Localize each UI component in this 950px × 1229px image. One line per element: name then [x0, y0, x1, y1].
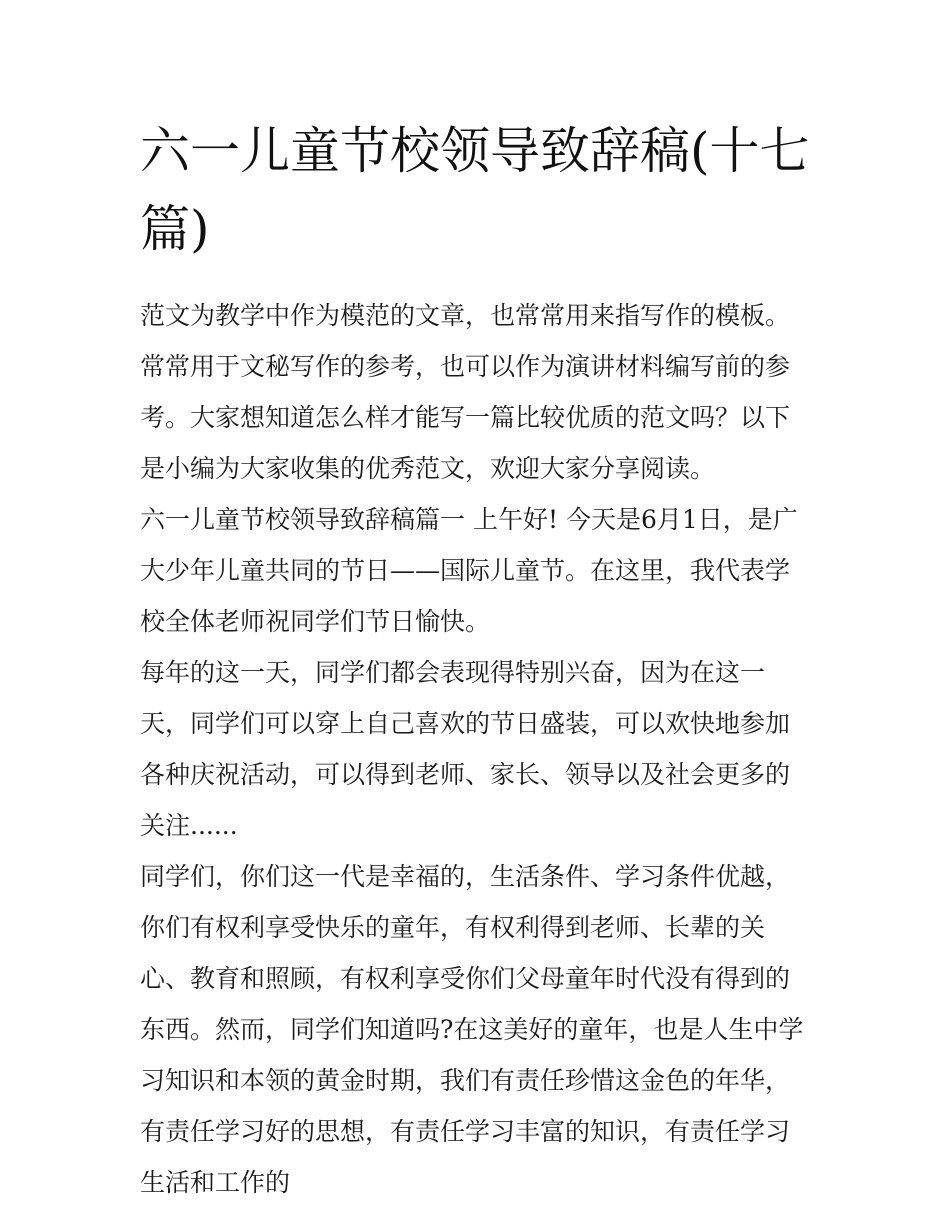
paragraph-speech-opening: 六一儿童节校领导致辞稿篇一 上午好! 今天是6月1日，是广大少年儿童共同的节日——国际儿童节。在这里，我代表学校全体老师祝同学们节日愉快。	[140, 505, 798, 636]
paragraph-responsibility: 同学们，你们这一代是幸福的，生活条件、学习条件优越，你们有权利享受快乐的童年，有权利得到老师、长辈的关心、教育和照顾，有权利享受你们父母童年时代没有得到的东西。然而，同学们知道吗?在这美好的童年，也是人生中学习知识和本领的黄金时期，我们有责任珍惜这金色的年华，有责任学习好的思想，有责任学习丰富的知识，有责任学习生活和工作的	[140, 862, 804, 1197]
paragraph-intro: 范文为教学中作为模范的文章，也常常用来指写作的模板。常常用于文秘写作的参考，也可以作为演讲材料编写前的参考。大家想知道怎么样才能写一篇比较优质的范文吗？以下是小编为大家收集的优秀范文，欢迎大家分享阅读。	[140, 301, 791, 483]
paragraph-childrens-day: 每年的这一天，同学们都会表现得特别兴奋，因为在这一天，同学们可以穿上自己喜欢的节日盛装，可以欢快地参加各种庆祝活动，可以得到老师、家长、领导以及社会更多的关注......	[140, 658, 791, 840]
document-body	[140, 112, 812, 1208]
document-title: 六一儿童节校领导致辞稿(十七篇)	[140, 122, 810, 258]
